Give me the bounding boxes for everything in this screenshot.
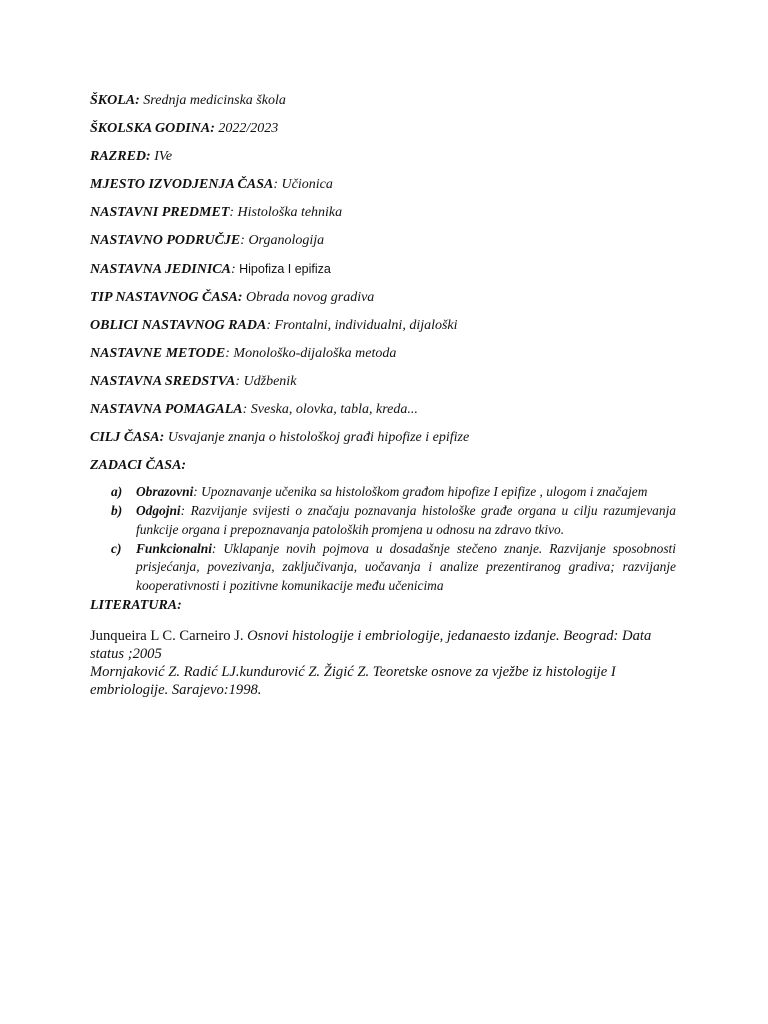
field-value: Usvajanje znanja o histološkoj građi hipofize i epifize [164,430,470,445]
task-text: : Uklapanje novih pojmova u dosadašnje stečeno znanje. Razvijanje sposobnosti prisjećanja, povezivanja, zaključivanja, uočavanja i analize prezentiranog gradiva; razvijanje kooperativnosti i pozitivne komunikacije među učenicima [136,540,676,593]
field-lesson-type [90,289,374,307]
field-value: : Učionica [273,177,333,192]
field-location [90,176,333,194]
field-label: ŠKOLSKA GODINA: [90,121,215,136]
task-label: Funkcionalni [136,540,212,556]
field-value: : Monološko-dijaloška metoda [225,346,397,361]
task-item [90,483,676,502]
field-aids [90,401,418,419]
field-label: RAZRED: [90,149,151,164]
field-area [90,232,324,250]
field-value: : Histološka tehnika [229,205,343,220]
field-label: NASTAVNI PREDMET [90,205,230,220]
field-label: NASTAVNE METODE [90,346,226,361]
field-value: : Udžbenik [235,374,297,389]
field-value: Srednja medicinska škola [139,93,286,108]
field-work-forms [90,317,458,335]
field-resources [90,373,296,391]
field-tasks-heading [90,457,186,475]
task-label: Odgojni [136,503,181,519]
field-value: Obrada novog gradiva [242,290,375,305]
reference-list [90,627,670,699]
field-school-year [90,120,278,138]
field-label: OBLICI NASTAVNOG RADA [90,318,267,333]
task-marker: b) [111,503,123,519]
field-unit [90,260,331,279]
reference-item [90,627,670,663]
reference-text: Osnovi histologije i embriologije, jedanaesto izdanje. Beograd: Data status ;2005 [90,628,652,662]
field-value: : Frontalni, individualni, dijaloški [266,318,458,333]
task-item [90,540,676,596]
field-label: ŠKOLA: [90,93,140,108]
field-school [90,92,286,110]
field-methods [90,345,396,363]
field-label: CILJ ČASA: [90,430,165,445]
field-label: ZADACI ČASA: [90,458,187,473]
field-value: IVe [150,149,173,164]
task-item [90,502,676,539]
field-goal [90,429,469,447]
field-label: NASTAVNO PODRUČJE [90,233,241,248]
field-value: : [230,262,236,277]
task-text: : Razvijanje svijesti o značaju poznavanja histološke građe organa u cilju razumjevanja funkcije organa i prepoznavanja patoloških promjena u odnosu na zdravo tkivo. [136,503,676,537]
field-label: MJESTO IZVODJENJA ČASA [90,177,274,192]
task-list [90,483,676,596]
field-value: 2022/2023 [214,121,279,136]
reference-text: Mornjaković Z. Radić LJ.kundurović Z. Žigić Z. Teoretske osnove za vježbe iz histologije I embriologije. Sarajevo:1998. [90,664,616,698]
field-value: : Organologija [240,233,325,248]
field-subject [90,204,342,222]
field-label: NASTAVNA SREDSTVA [90,374,236,389]
field-label: NASTAVNA JEDINICA [90,262,231,277]
task-marker: c) [111,540,122,556]
task-text: : Upoznavanje učenika sa histološkom građom hipofize I epifize , ulogom i značajem [193,484,648,499]
task-marker: a) [111,484,123,499]
field-class [90,148,172,166]
literature-heading: LITERATURA: [90,598,182,613]
reference-authors: Junqueira L C. Carneiro J. [90,628,248,644]
reference-item [90,663,670,699]
task-label: Obrazovni [136,484,194,499]
field-label: NASTAVNA POMAGALA [90,402,243,417]
field-value: : Sveska, olovka, tabla, kreda... [242,402,418,417]
field-value-extra: Hipofiza I epifiza [235,262,331,276]
field-label: TIP NASTAVNOG ČASA: [90,290,243,305]
